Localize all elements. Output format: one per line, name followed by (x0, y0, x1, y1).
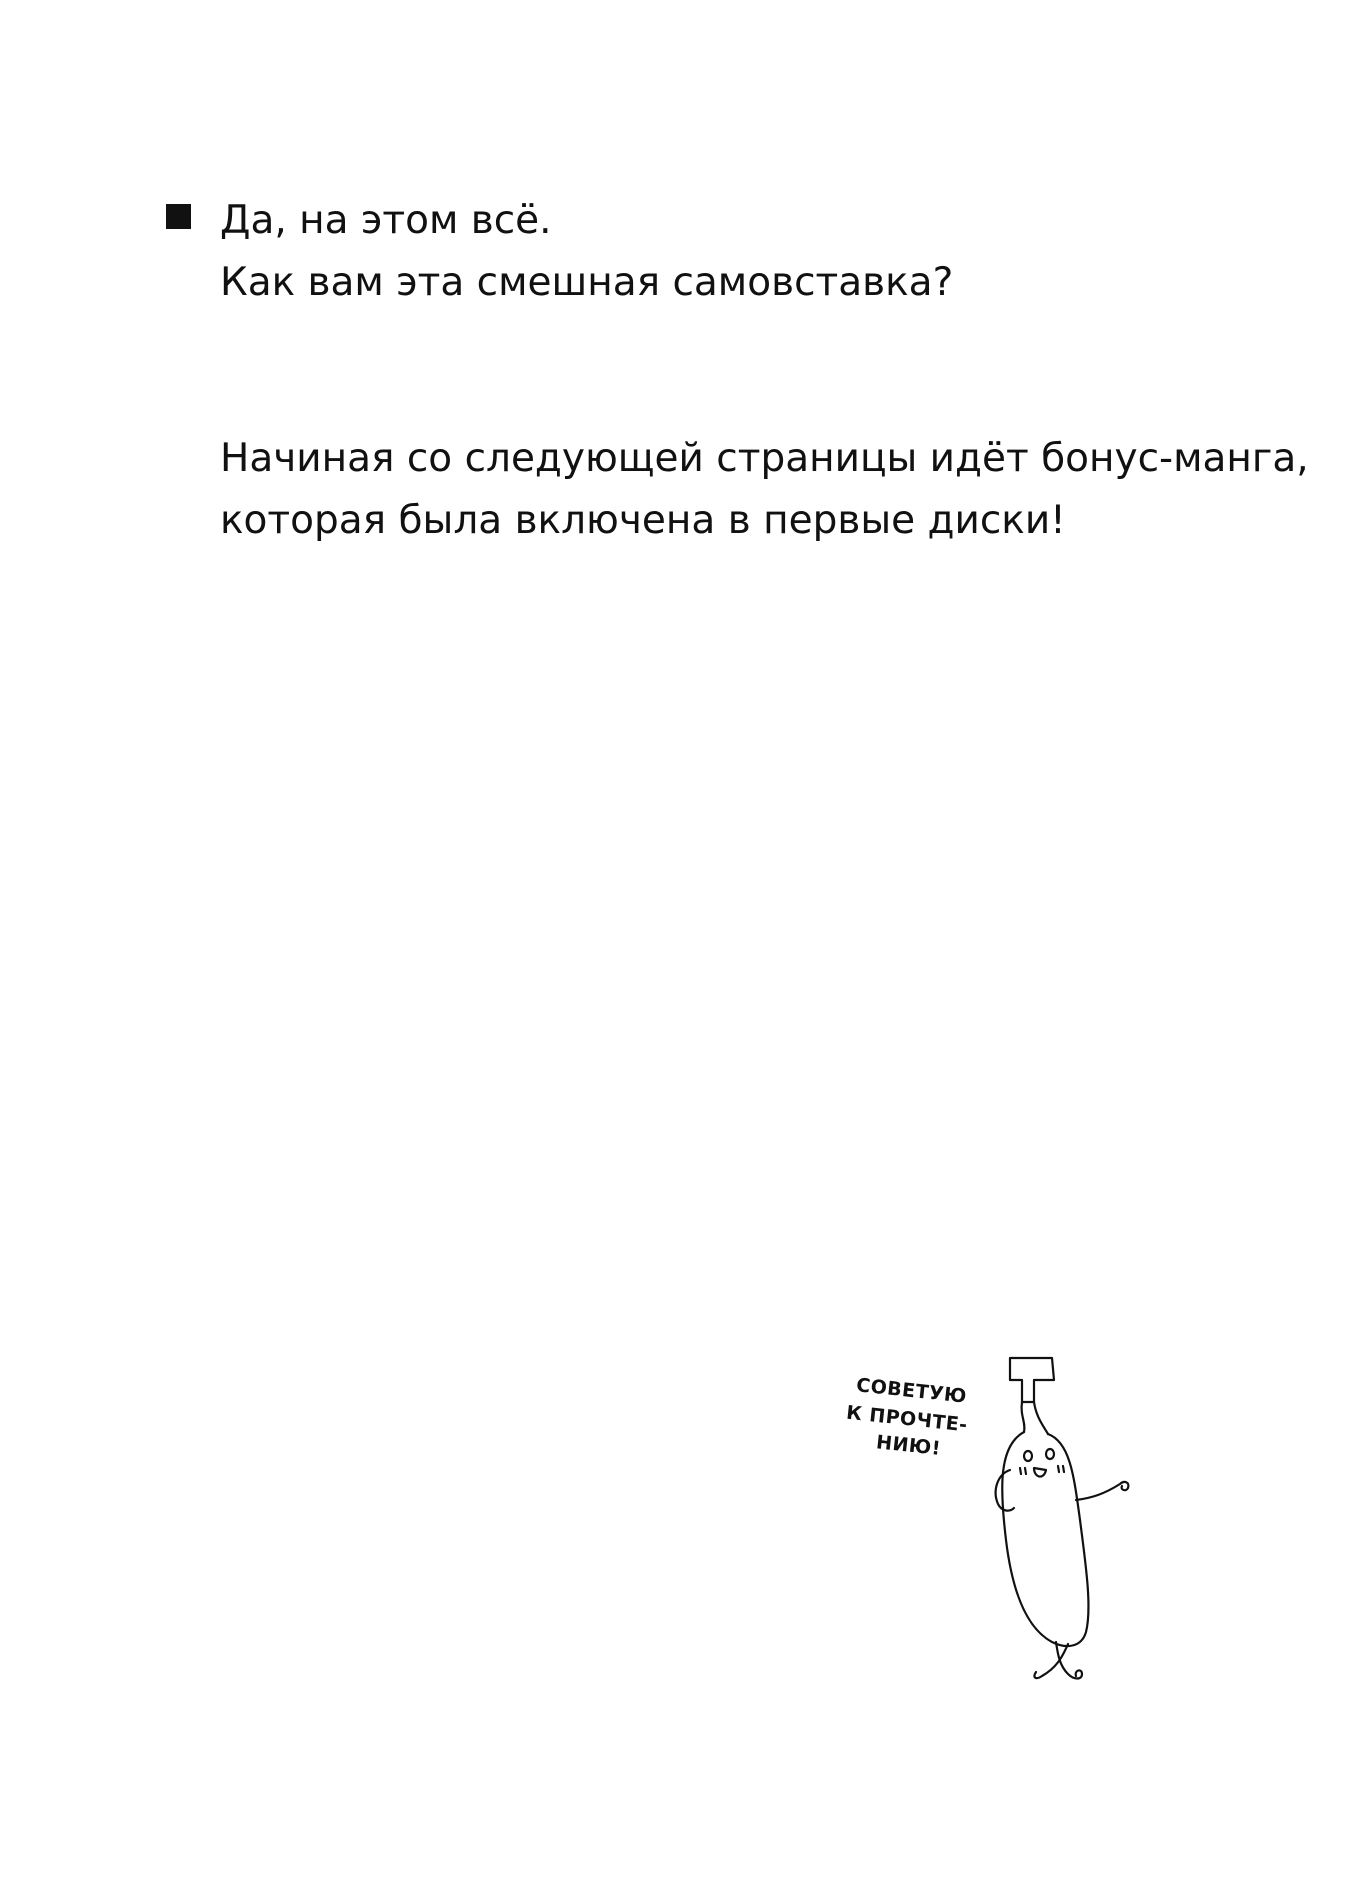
speech-line-2: К ПРОЧТЕ- (845, 1401, 969, 1437)
square-bullet-icon (166, 204, 191, 229)
mascot-speech-caption (836, 1374, 986, 1462)
heading-line-2: Как вам эта смешная самовставка? (220, 260, 954, 305)
heading-text (220, 190, 1120, 314)
paragraph-line-2: которая была включена в первые диски! (220, 498, 1066, 543)
bonus-manga-paragraph (220, 428, 1340, 552)
heading-line-1: Да, на этом всё. (220, 198, 552, 243)
speech-line-1: СОВЕТУЮ (855, 1374, 968, 1408)
paragraph-line-1: Начиная со следующей страницы идёт бонус-манга, (220, 436, 1309, 481)
speech-line-3: НИЮ! (875, 1431, 942, 1460)
